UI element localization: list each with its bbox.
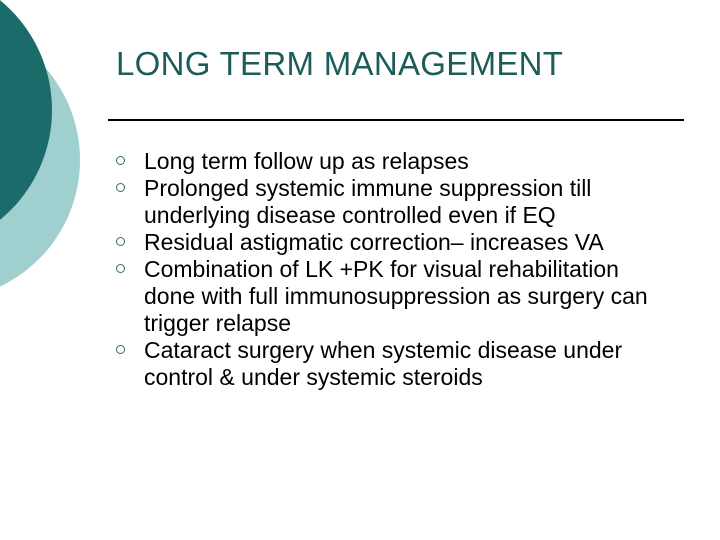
title-divider bbox=[108, 119, 684, 121]
hollow-circle-bullet-icon bbox=[116, 156, 125, 165]
bullet-list bbox=[116, 148, 676, 391]
hollow-circle-bullet-icon bbox=[116, 183, 125, 192]
bullet-text: Combination of LK +PK for visual rehabilitation done with full immunosuppression as surgery can trigger relapse bbox=[144, 256, 648, 336]
bullet-text: Prolonged systemic immune suppression till underlying disease controlled even if EQ bbox=[144, 175, 592, 228]
hollow-circle-bullet-icon bbox=[116, 264, 125, 273]
bullet-text: Long term follow up as relapses bbox=[144, 148, 469, 174]
hollow-circle-bullet-icon bbox=[116, 345, 125, 354]
bullet-text: Residual astigmatic correction– increases VA bbox=[144, 229, 604, 255]
bullet-item-cataract-surgery bbox=[116, 337, 676, 391]
slide-title: LONG TERM MANAGEMENT bbox=[116, 45, 564, 82]
hollow-circle-bullet-icon bbox=[116, 237, 125, 246]
bullet-item-lk-pk-combination bbox=[116, 256, 676, 337]
bullet-item-follow-up bbox=[116, 148, 676, 175]
bullet-item-astigmatic-correction bbox=[116, 229, 676, 256]
bullet-item-immune-suppression bbox=[116, 175, 676, 229]
bullet-text: Cataract surgery when systemic disease under control & under systemic steroids bbox=[144, 337, 623, 390]
